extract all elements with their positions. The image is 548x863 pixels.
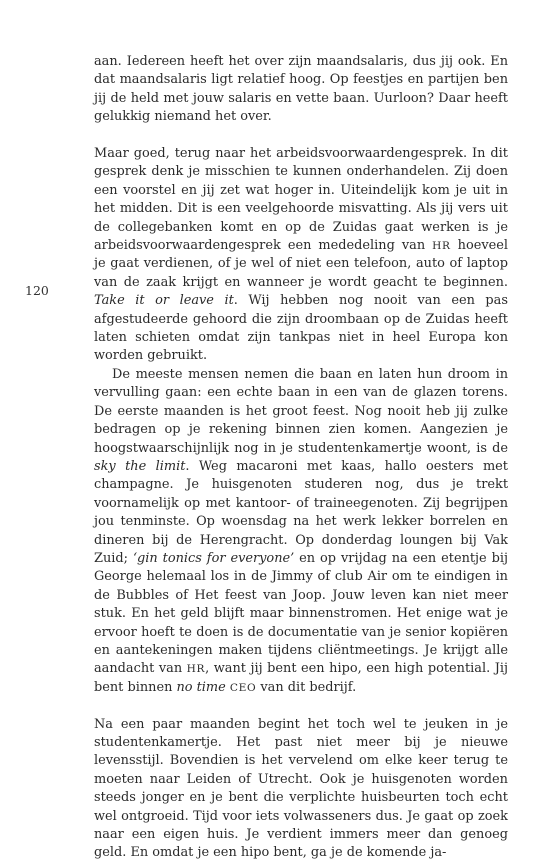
body-text <box>94 53 508 863</box>
text-run: , want jij bent een hipo, een high potential. Jij bent binnen <box>94 661 508 695</box>
text-run: aan. Iedereen heeft het over zijn maandsalaris, dus jij ook. En dat maandsalaris ligt relatief hoog. Op feestjes en partijen ben jij de held met jouw salaris en vette baan. Uurloon? Daar heeft gelukkig niemand het over. <box>94 54 508 125</box>
emphasis-text: ‘gin tonics for everyone’ <box>132 550 295 566</box>
paragraph-3 <box>94 366 508 697</box>
text-run: van dit bedrijf. <box>256 679 357 695</box>
text-run: De meeste mensen nemen die baan en laten hun droom in vervulling gaan: een echte baan in een van de glazen torens. De eerste maanden is het groot feest. Nog nooit heb jij zulke bedragen op je rekening binnen zien komen. Aangezien je hoogstwaarschijnlijk nog in je studentenkamertje woont, is de <box>94 366 508 456</box>
text-run: en op vrijdag na een etentje bij George helemaal los in de Jimmy of club Air om te eindigen in de Bubbles of Het feest van Joop. Jouw leven kan niet meer stuk. En het geld blijft maar binnenstromen. Het enige wat je ervoor hoeft te doen is de documentatie van je senior kopiëren en aantekeningen maken tijdens cliëntmeetings. Je krijgt alle aandacht van <box>94 550 508 677</box>
text-run: Na een paar maanden begint het toch wel te jeuken in je studentenkamertje. Het past niet meer bij je nieuwe levensstijl. Bovendien is het vervelend om elke keer terug te moeten naar Leiden of Utrecht. Ook je huisgenoten worden steeds jonger en je bent die verplichte huisbeurten toch echt wel ontgroeid. Tijd voor iets volwasseners dus. Je gaat op zoek naar een eigen huis. Je verdient immers meer dan genoeg geld. En omdat je een hipo bent, ga je de komende ja- <box>94 716 508 861</box>
paragraph-1 <box>94 53 508 127</box>
paragraph-2 <box>94 145 508 366</box>
text-run: hoeveel je gaat verdienen, of je wel of niet een telefoon, auto of laptop van de zaak krijgt en wanneer je wordt geacht te beginnen. <box>94 238 508 290</box>
text-run: . Weg macaroni met kaas, hallo oesters met champagne. Je huisgenoten studeren nog, dus je trekt voornamelijk op met kantoor- of traineegenoten. Zij begrijpen jou tenminste. Op woensdag na het werk lekker borrelen en dineren bij de Herengracht. Op donderdag loungen bij Vak Zuid; <box>94 458 508 566</box>
text-run: . Wij hebben nog nooit van een pas afgestudeerde gehoord die zijn droombaan op de Zuidas heeft laten schieten omdat zijn tankpas niet in heel Europa kon worden gebruikt. <box>94 293 508 364</box>
small-caps-abbr: CEO <box>229 681 257 694</box>
small-caps-abbr: HR <box>186 663 206 676</box>
emphasis-text: sky the limit <box>94 458 186 474</box>
text-run: Maar goed, terug naar het arbeidsvoorwaardengesprek. In dit gesprek denk je misschien te kunnen onderhandelen. Zij doen een voorstel en jij zet wat hoger in. Uiteindelijk kom je uit in het midden. Dit is een veelgehoorde misvatting. Als jij vers uit de collegebanken komt en op de Zuidas gaat werken is je arbeidsvoorwaardengesprek een mededeling van <box>94 146 508 254</box>
small-caps-abbr: HR <box>432 240 451 253</box>
emphasis-text: Take it or leave it <box>94 293 234 309</box>
page-number: 120 <box>25 283 49 298</box>
paragraph-4 <box>94 716 508 863</box>
emphasis-text: no time <box>176 679 226 695</box>
